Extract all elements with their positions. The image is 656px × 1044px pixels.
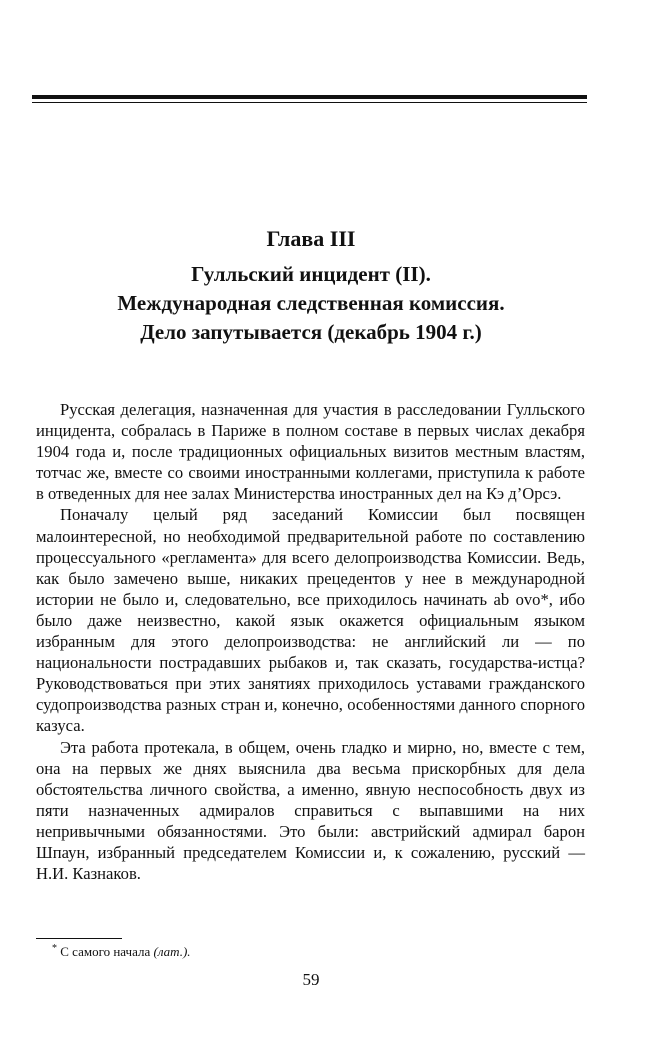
chapter-title-line: Международная следственная комиссия. xyxy=(117,291,505,315)
footnote-note: (лат.). xyxy=(153,944,191,959)
header-rule-thin xyxy=(32,102,587,103)
paragraph: Эта работа протекала, в общем, очень гладко и мирно, но, вместе с тем, она на первых же днях выяснила два весьма прискорбных для дела обстоятельства личного свойства, а именно, явную неспособность двух из пяти назначенных адмиралов справиться с выпавшими на них непривычными обязанностями. Это были: австрийский адмирал барон Шпаун, избранный председателем Комиссии и, к сожалению, русский — Н.И. Казнаков. xyxy=(36,737,585,884)
header-rule-thick xyxy=(32,95,587,99)
chapter-title-line: Гулльский инцидент (II). xyxy=(191,262,431,286)
chapter-heading: Глава III xyxy=(266,226,356,251)
chapter-title-line: Дело запутывается (декабрь 1904 г.) xyxy=(140,320,482,344)
footnote xyxy=(52,944,191,960)
paragraph: Русская делегация, назначенная для участия в расследовании Гулльского инцидента, собралась в Париже в полном составе в первых числах декабря 1904 года и, после традиционных официальных визитов местным властям, тотчас же, вместе со своими иностранными коллегами, приступила к работе в отведенных для нее залах Министерства иностранных дел на Кэ д’Орсэ. xyxy=(36,400,585,504)
chapter-title xyxy=(0,260,622,347)
body-text xyxy=(36,399,585,884)
footnote-text: С самого начала xyxy=(60,944,151,959)
footnote-rule xyxy=(36,938,122,939)
paragraph: Поначалу целый ряд заседаний Комиссии был посвящен малоинтересной, но необходимой предварительной работе по составлению процессуального «регламента» для всего делопроизводства Комиссии. Ведь, как было замечено выше, никаких прецедентов у нее в международной истории не было и, следовательно, все приходилось начинать ab ovo*, ибо было даже неизвестно, какой язык окажется официальным языком избранным для этого делопроизводства: не английский ли — по национальности пострадавших рыбаков и, так сказать, государства-истца? Руководствоваться при этих занятиях приходилось уставами гражданского судопроизводства разных стран и, конечно, особенностями данного спорного казуса. xyxy=(36,505,585,736)
page-number: 59 xyxy=(302,970,320,989)
footnote-marker: * xyxy=(52,943,57,954)
